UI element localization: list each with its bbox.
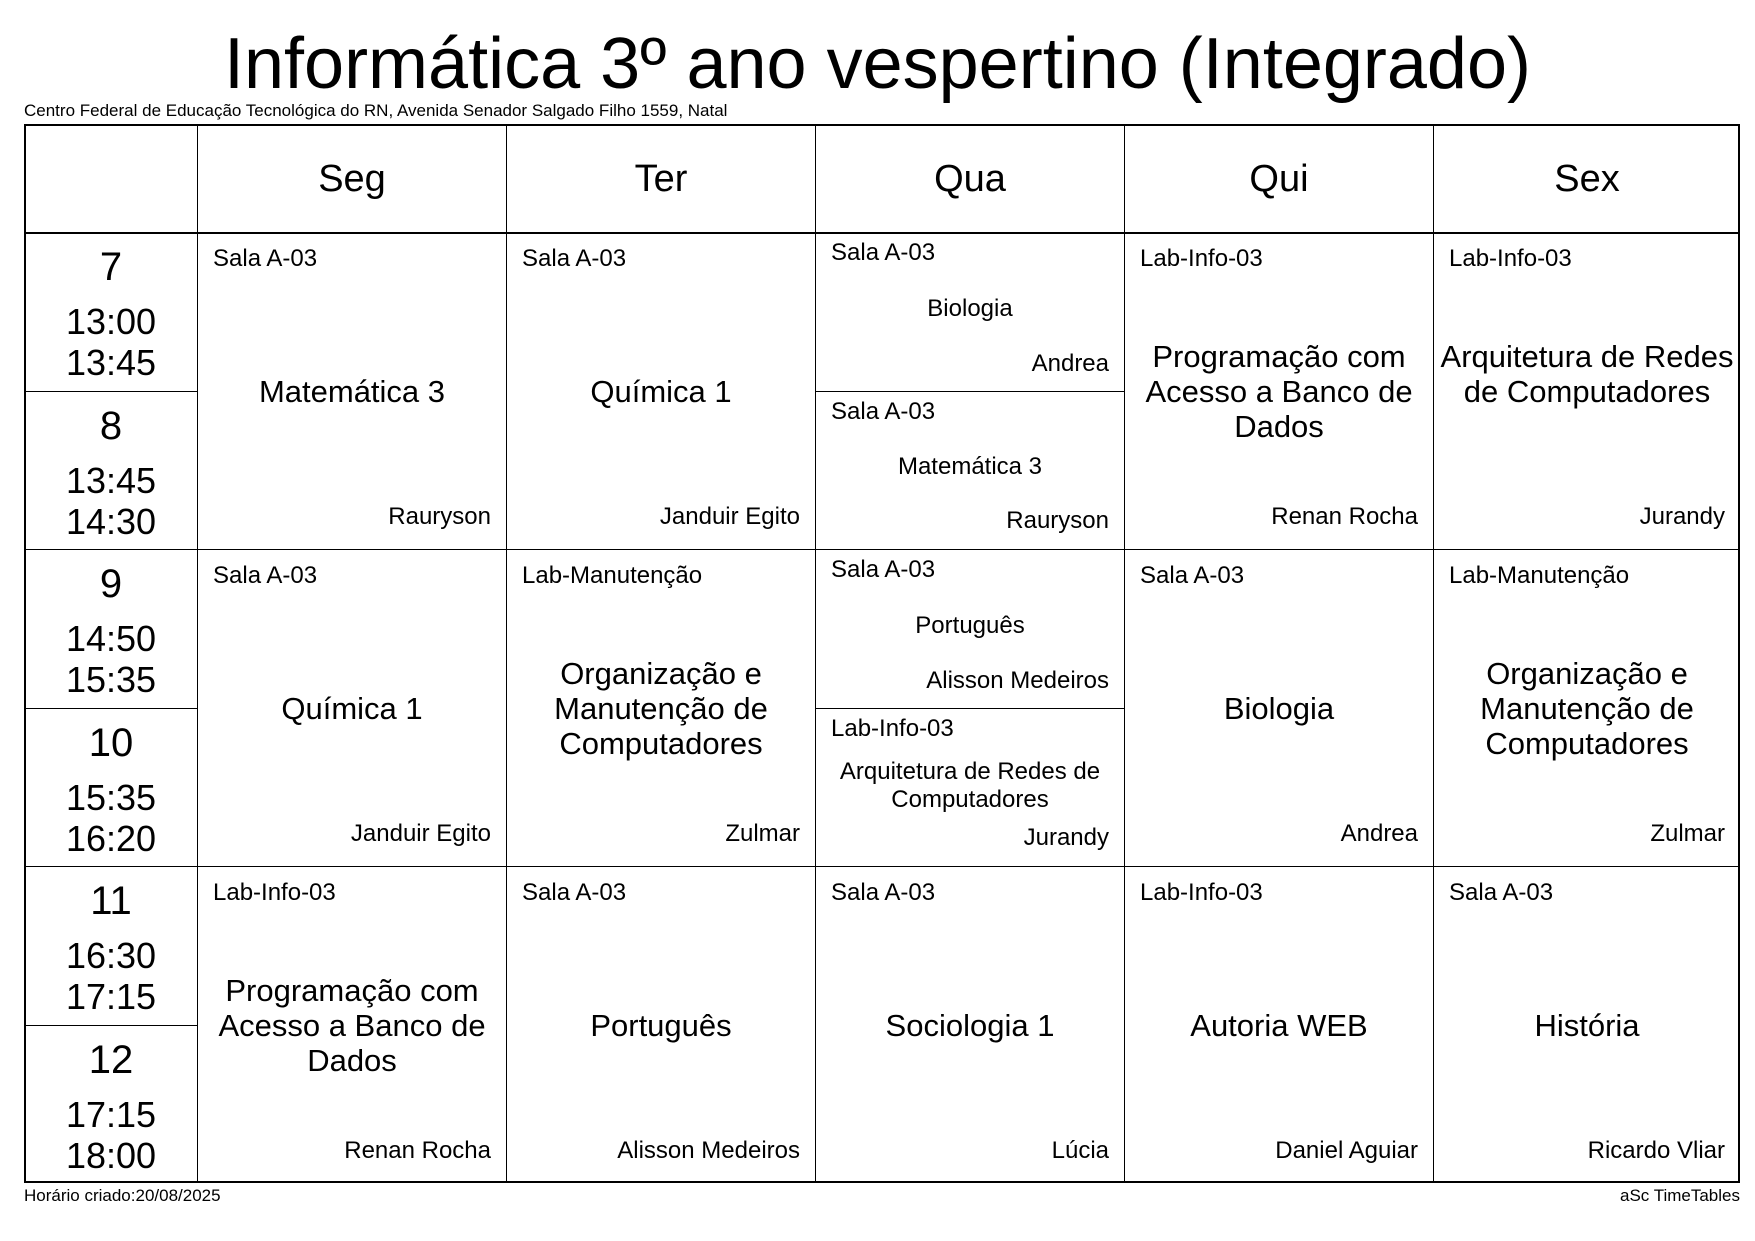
lesson-teacher: Zulmar [1650,820,1725,847]
lesson-teacher: Janduir Egito [350,820,491,847]
lesson-room: Sala A-03 [522,879,627,906]
period-number: 11 [90,879,132,923]
lesson-subject: Português [590,1008,732,1043]
lesson-room: Sala A-03 [1140,562,1245,589]
lesson-subject: Sociologia 1 [885,1008,1055,1043]
day-header-seg: Seg [318,157,386,200]
lesson-room: Sala A-03 [831,239,936,266]
lesson-cell-sex-3[interactable] [1434,867,1740,1181]
period-number: 12 [88,1038,134,1082]
lesson-room: Lab-Info-03 [1140,879,1263,906]
day-header-sex: Sex [1554,157,1620,200]
lesson-subject: História [1534,1008,1640,1043]
lesson-room: Sala A-03 [831,556,936,583]
timetable-grid [24,124,1740,1183]
lesson-teacher: Renan Rocha [344,1137,491,1164]
lesson-room: Sala A-03 [522,245,627,272]
lesson-teacher: Rauryson [1006,507,1109,534]
period-number: 8 [99,404,123,448]
lesson-teacher: Ricardo Vliar [1587,1137,1725,1164]
period-start: 15:35 [65,777,157,818]
period-end: 18:00 [65,1135,157,1176]
lesson-teacher: Rauryson [388,503,491,530]
lesson-cell-qua-2[interactable] [816,392,1124,549]
lesson-room: Lab-Info-03 [1140,245,1263,272]
lesson-room: Sala A-03 [831,879,936,906]
lesson-teacher: Lúcia [1051,1137,1109,1164]
lesson-cell-seg-2[interactable] [198,550,506,866]
lesson-subject: Química 1 [590,374,732,409]
period-start: 14:50 [65,618,157,659]
period-number: 10 [88,721,134,765]
period-start: 16:30 [65,935,157,976]
lesson-subject: Português [915,612,1025,639]
lesson-room: Lab-Info-03 [831,715,954,742]
lesson-subject: Biologia [1223,691,1335,726]
period-end: 16:20 [65,818,157,859]
period-start: 13:45 [65,460,157,501]
software-credit: aSc TimeTables [1620,1186,1740,1205]
lesson-cell-qua-5[interactable] [816,867,1124,1181]
period-end: 17:15 [65,976,157,1017]
period-number: 9 [99,562,123,606]
lesson-teacher: Alisson Medeiros [926,667,1109,694]
lesson-room: Sala A-03 [213,562,318,589]
lesson-room: Sala A-03 [1449,879,1554,906]
period-divider [26,391,197,392]
lesson-subject: Química 1 [281,691,423,726]
lesson-subject: Matemática 3 [897,453,1043,480]
lesson-cell-ter-1[interactable] [507,233,815,549]
lesson-subject: Matemática 3 [258,374,446,409]
lesson-subject: Organização e Manutenção de Computadores [1480,656,1694,761]
lesson-teacher: Andrea [1340,820,1418,847]
period-start: 17:15 [65,1094,157,1135]
lesson-teacher: Janduir Egito [659,503,800,530]
lesson-cell-seg-3[interactable] [198,867,506,1181]
lesson-subject: Programação com Acesso a Banco de Dados [1145,339,1413,444]
lesson-room: Lab-Manutenção [1449,562,1630,589]
lesson-teacher: Jurandy [1639,503,1725,530]
period-end: 13:45 [65,342,157,383]
lesson-teacher: Daniel Aguiar [1275,1137,1418,1164]
lesson-teacher: Jurandy [1023,824,1109,851]
created-date: Horário criado:20/08/2025 [24,1186,221,1205]
lesson-room: Lab-Info-03 [1449,245,1572,272]
lesson-cell-qui-3[interactable] [1125,867,1433,1181]
lesson-cell-ter-2[interactable] [507,550,815,866]
day-header-qui: Qui [1249,157,1309,200]
lesson-cell-sex-1[interactable] [1434,233,1740,549]
period-divider [26,708,197,709]
lesson-cell-ter-3[interactable] [507,867,815,1181]
lesson-teacher: Alisson Medeiros [617,1137,800,1164]
lesson-room: Sala A-03 [831,398,936,425]
lesson-room: Lab-Info-03 [213,879,336,906]
lesson-subject: Autoria WEB [1190,1008,1368,1043]
lesson-cell-qua-1[interactable] [816,233,1124,391]
lesson-cell-qua-4[interactable] [816,709,1124,866]
school-address: Centro Federal de Educação Tecnológica do RN, Avenida Senador Salgado Filho 1559, Natal [24,101,728,120]
page-title: Informática 3º ano vespertino (Integrado) [223,24,1531,104]
period-divider [26,1025,197,1026]
lesson-subject: Arquitetura de Redes de Computadores [839,758,1101,813]
lesson-subject: Programação com Acesso a Banco de Dados [218,973,486,1078]
lesson-subject: Biologia [927,295,1013,322]
lesson-room: Sala A-03 [213,245,318,272]
lesson-subject: Organização e Manutenção de Computadores [554,656,768,761]
lesson-cell-sex-2[interactable] [1434,550,1740,866]
lesson-cell-seg-1[interactable] [198,233,506,549]
lesson-room: Lab-Manutenção [522,562,703,589]
period-number: 7 [99,245,123,289]
day-header-ter: Ter [634,157,688,200]
lesson-teacher: Andrea [1031,350,1109,377]
lesson-teacher: Renan Rocha [1271,503,1418,530]
lesson-cell-qui-2[interactable] [1125,550,1433,866]
period-start: 13:00 [65,301,157,342]
lesson-cell-qui-1[interactable] [1125,233,1433,549]
lesson-teacher: Zulmar [725,820,800,847]
lesson-cell-qua-3[interactable] [816,550,1124,708]
day-header-qua: Qua [934,157,1006,200]
lesson-subject: Arquitetura de Redes de Computadores [1440,339,1734,409]
period-end: 14:30 [65,501,157,542]
period-end: 15:35 [65,659,157,700]
